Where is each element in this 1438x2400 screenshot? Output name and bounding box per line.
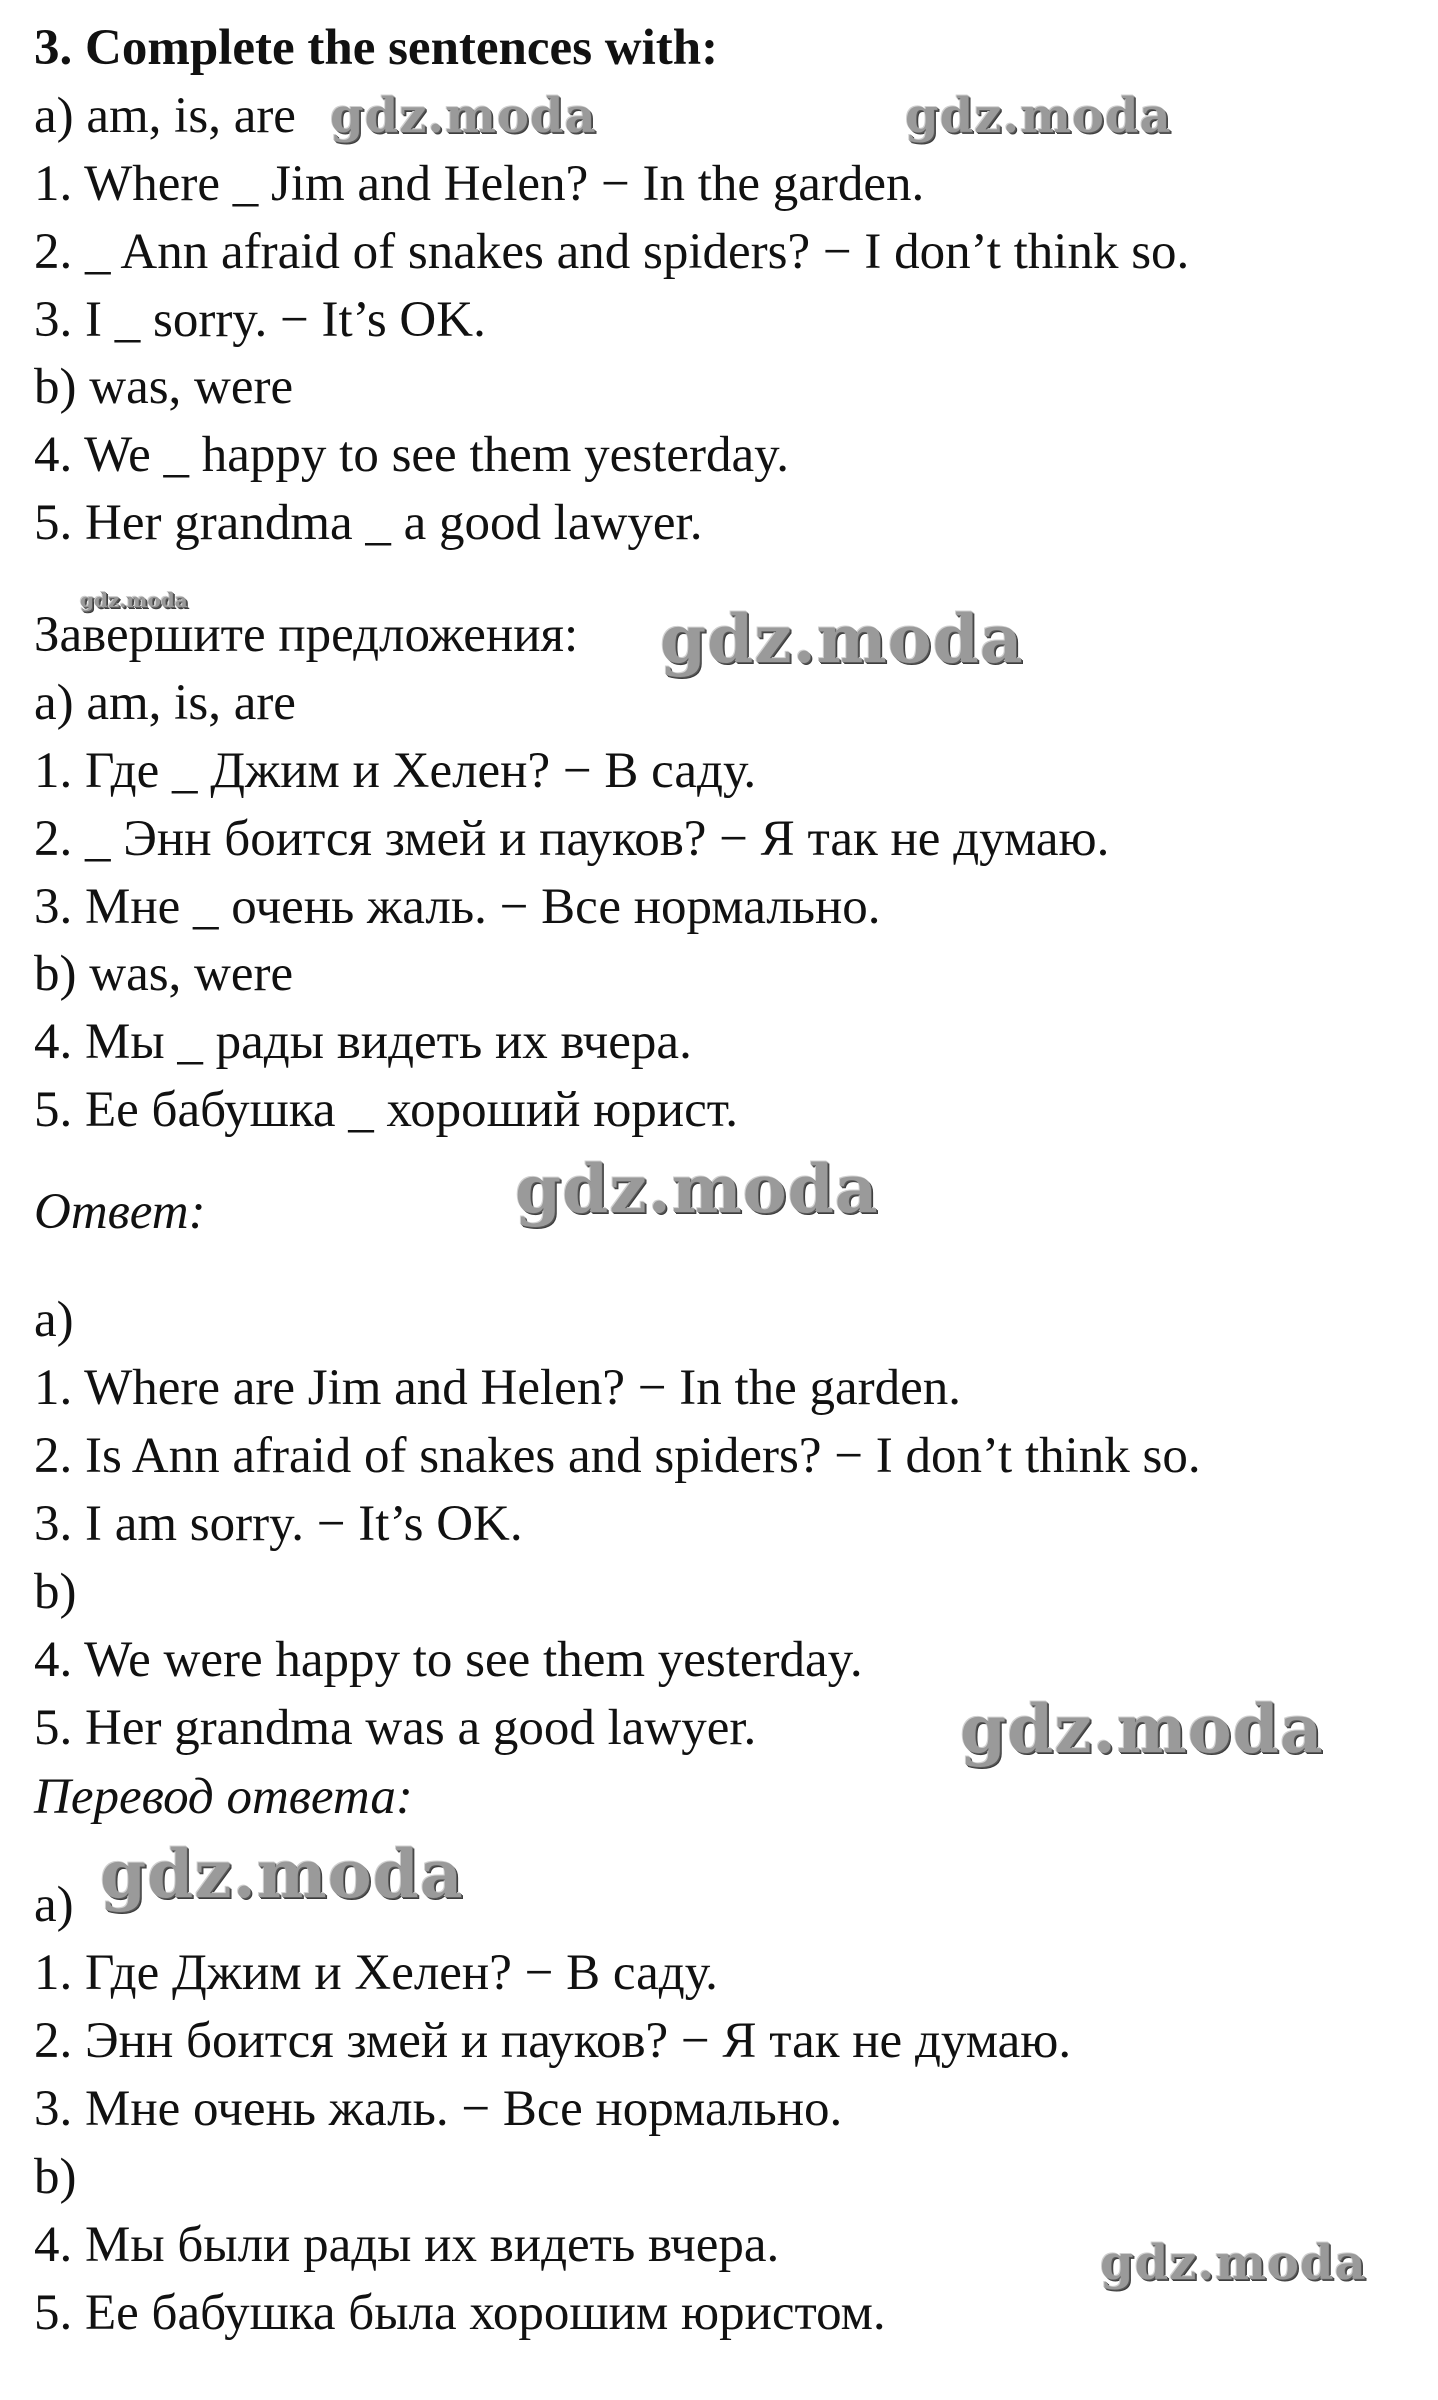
answer-translation-line: a) [34, 1877, 74, 1933]
task-line: b) was, were [34, 359, 294, 415]
translation-title: Завершите предложения: [34, 607, 579, 663]
watermark: gdz.moda [960, 1690, 1324, 1768]
answer-line: b) [34, 1564, 77, 1620]
answer-line: 5. Her grandma was a good lawyer. [34, 1700, 757, 1756]
watermark: gdz.moda [100, 1835, 464, 1913]
translation-line: 1. Где _ Джим и Хелен? − В саду. [34, 743, 757, 799]
translation-line: 5. Ее бабушка _ хороший юрист. [34, 1082, 738, 1138]
watermark: gdz.moda [905, 88, 1172, 144]
task-line: a) am, is, are [34, 88, 296, 144]
answer-line: 3. I am sorry. − It’s OK. [34, 1496, 523, 1552]
answer-translation-line: 1. Где Джим и Хелен? − В саду. [34, 1945, 718, 2001]
task-line: 2. _ Ann afraid of snakes and spiders? − I don’t think so. [34, 224, 1190, 280]
answer-translation-line: 4. Мы были рады их видеть вчера. [34, 2217, 780, 2273]
exercise-title: 3. Complete the sentences with: [34, 20, 719, 76]
answer-line: 2. Is Ann afraid of snakes and spiders? − I don’t think so. [34, 1428, 1201, 1484]
answer-translation-line: 2. Энн боится змей и пауков? − Я так не думаю. [34, 2013, 1072, 2069]
watermark: gdz.moda [660, 600, 1024, 678]
answer-translation-line: 5. Ее бабушка была хорошим юристом. [34, 2285, 886, 2341]
answer-translation-line: 3. Мне очень жаль. − Все нормально. [34, 2081, 843, 2137]
answer-heading: Ответ: [34, 1184, 206, 1240]
translation-line: a) am, is, are [34, 675, 296, 731]
translation-line: b) was, were [34, 946, 294, 1002]
answer-line: a) [34, 1292, 74, 1348]
answer-translation-line: b) [34, 2149, 77, 2205]
answer-translation-heading: Перевод ответа: [34, 1769, 413, 1825]
task-line: 5. Her grandma _ a good lawyer. [34, 495, 703, 551]
watermark: gdz.moda [80, 588, 188, 612]
watermark: gdz.moda [330, 88, 597, 144]
watermark: gdz.moda [1100, 2235, 1367, 2291]
task-line: 3. I _ sorry. − It’s OK. [34, 292, 486, 348]
translation-line: 4. Мы _ рады видеть их вчера. [34, 1014, 692, 1070]
watermark: gdz.moda [515, 1150, 879, 1228]
translation-line: 2. _ Энн боится змей и пауков? − Я так не думаю. [34, 811, 1110, 867]
task-line: 1. Where _ Jim and Helen? − In the garden. [34, 156, 925, 212]
translation-line: 3. Мне _ очень жаль. − Все нормально. [34, 879, 881, 935]
task-line: 4. We _ happy to see them yesterday. [34, 427, 790, 483]
answer-line: 1. Where are Jim and Helen? − In the garden. [34, 1360, 962, 1416]
answer-line: 4. We were happy to see them yesterday. [34, 1632, 863, 1688]
